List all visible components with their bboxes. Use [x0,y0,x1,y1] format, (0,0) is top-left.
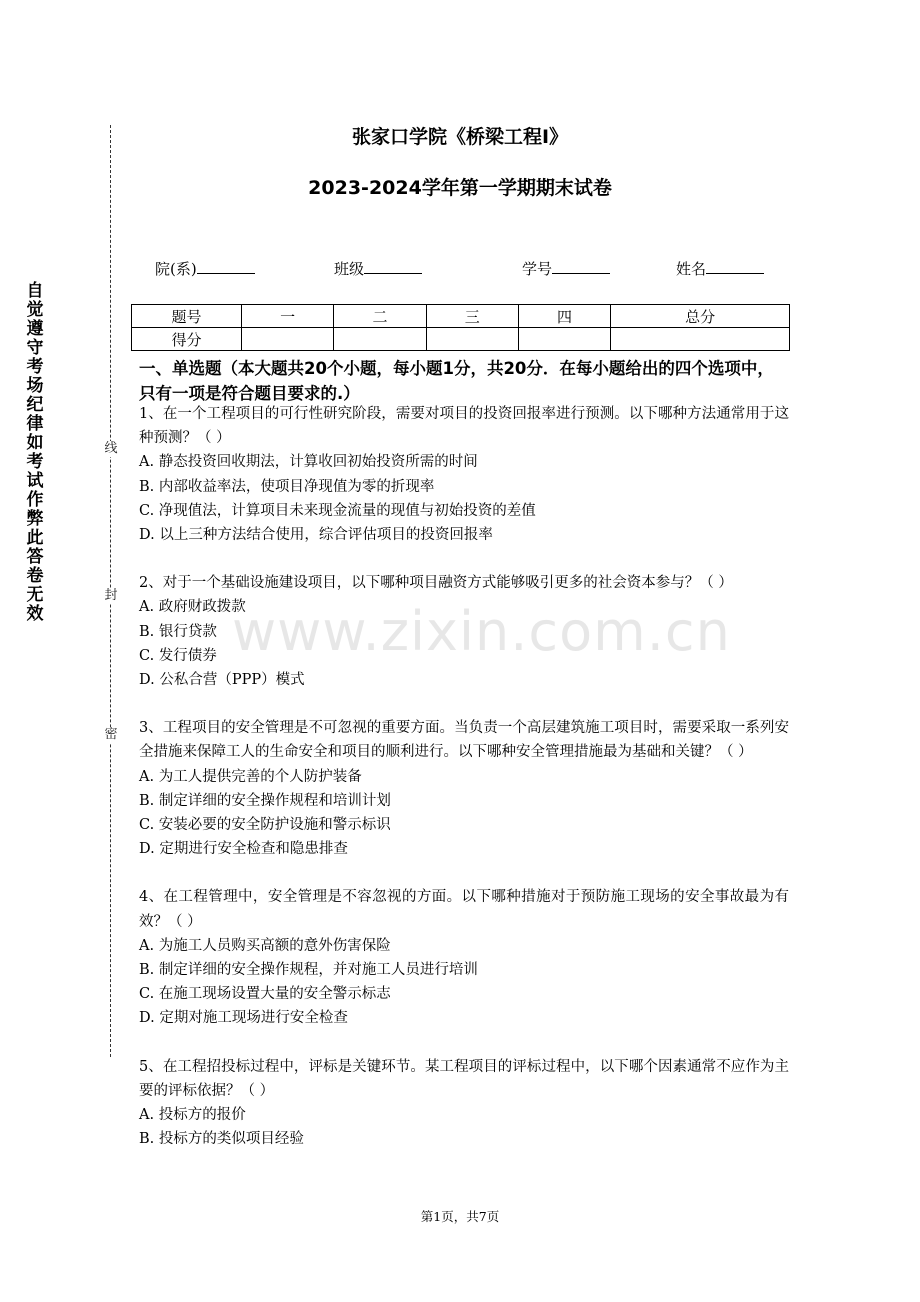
header-cell: 四 [518,305,610,328]
question-stem: 3、工程项目的安全管理是不可忽视的重要方面。当负责一个高层建筑施工项目时，需要采取一系列安全措施来保障工人的生命安全和项目的顺利进行。以下哪种安全管理措施最为基础和关键？（ ） [139,720,789,761]
option-a: A. 为工人提供完善的个人防护装备 [139,768,362,785]
option-c: C. 净现值法，计算项目未来现金流量的现值与初始投资的差值 [139,502,536,519]
college-field: 院(系) [155,258,255,279]
question-item [139,716,789,861]
option-d: D. 公私合营（PPP）模式 [139,672,305,689]
page-footer: 第1页，共7页 [420,1209,500,1224]
score-cell[interactable] [242,328,334,351]
header-cell: 二 [334,305,426,328]
score-table-score-row [132,328,790,351]
option-a: A. 政府财政拨款 [139,599,246,616]
option-a: A. 为施工人员购买高额的意外伤害保险 [139,937,391,954]
option-d: D. 以上三种方法结合使用，综合评估项目的投资回报率 [139,527,493,544]
score-table [131,304,790,351]
seal-mark-secret: 密 [104,727,118,742]
score-cell[interactable] [334,328,426,351]
question-list [139,402,789,1175]
watermark: www.zixin.com.cn [232,600,731,663]
question-stem: 5、在工程招投标过程中，评标是关键环节。某工程项目的评标过程中，以下哪个因素通常不应作为主要的评标依据？（ ） [139,1058,789,1099]
option-a: A. 静态投资回收期法，计算收回初始投资所需的时间 [139,454,478,471]
class-field: 班级 [334,258,422,279]
option-b: B. 内部收益率法，使项目净现值为零的折现率 [139,478,435,495]
student-id-field: 学号 [522,258,610,279]
question-stem: 4、在工程管理中，安全管理是不容忽视的方面。以下哪种措施对于预防施工现场的安全事故最为有效？（ ） [139,889,789,930]
option-c: C. 在施工现场设置大量的安全警示标志 [139,986,391,1003]
name-field: 姓名 [676,258,764,279]
seal-mark-seal: 封 [104,588,118,603]
option-b: B. 投标方的类似项目经验 [139,1131,304,1148]
question-item [139,1055,789,1152]
score-cell[interactable] [518,328,610,351]
option-c: C. 安装必要的安全防护设施和警示标识 [139,817,391,834]
header-cell: 总分 [611,305,790,328]
option-b: B. 制定详细的安全操作规程和培训计划 [139,792,391,809]
option-b: B. 制定详细的安全操作规程，并对施工人员进行培训 [139,962,478,979]
header-label-cell: 题号 [132,305,242,328]
option-d: D. 定期进行安全检查和隐患排查 [139,841,348,858]
score-cell[interactable] [611,328,790,351]
option-d: D. 定期对施工现场进行安全检查 [139,1010,348,1027]
header-cell: 一 [242,305,334,328]
score-cell[interactable] [426,328,518,351]
question-stem: 2、对于一个基础设施建设项目，以下哪种项目融资方式能够吸引更多的社会资本参与？（ ） [139,575,733,592]
section-title: 一、单选题（本大题共20个小题，每小题1分，共20分．在每小题给出的四个选项中，只有一项是符合题目要求的.） [139,359,774,403]
option-a: A. 投标方的报价 [139,1107,246,1124]
score-label-cell: 得分 [132,328,242,351]
header-cell: 三 [426,305,518,328]
exam-discipline-notice: 自觉遵守考场纪律如考试作弊此答卷无效 [26,281,44,624]
option-b: B. 银行贷款 [139,623,217,640]
seal-mark-line: 线 [104,441,118,456]
exam-subtitle: 2023-2024学年第一学期期末试卷 [308,177,612,199]
question-item [139,402,789,547]
score-table-header-row [132,305,790,328]
exam-title: 张家口学院《桥梁工程Ⅰ》 [351,126,569,148]
question-item [139,885,789,1030]
option-c: C. 发行债券 [139,647,217,664]
question-stem: 1、在一个工程项目的可行性研究阶段，需要对项目的投资回报率进行预测。以下哪种方法通常用于这种预测？（ ） [139,406,789,447]
